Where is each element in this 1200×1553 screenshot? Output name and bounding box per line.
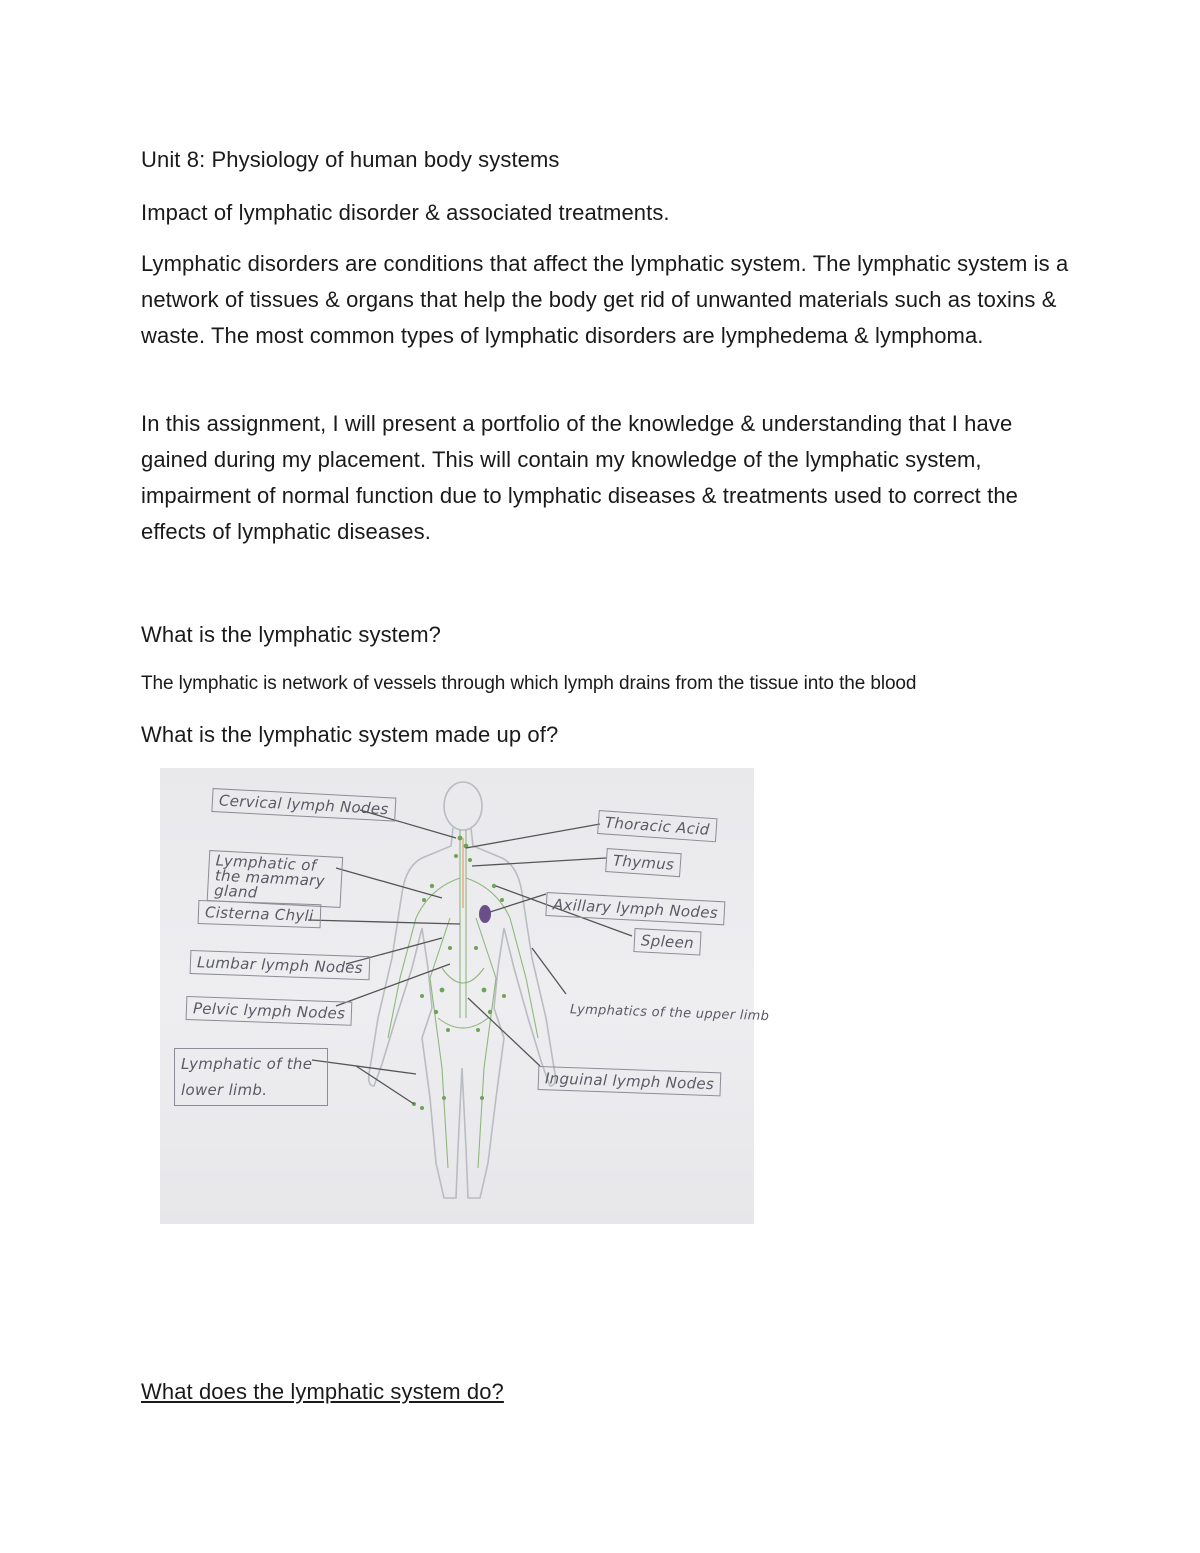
label-lymphatic-lower-limb: Lymphatic of the lower limb. <box>174 1048 328 1106</box>
impact-heading: Impact of lymphatic disorder & associated treatments. <box>141 200 670 225</box>
leader-thymus <box>472 858 606 866</box>
spleen-marker <box>479 905 491 923</box>
leader-axillary <box>490 894 546 912</box>
label-pelvic-lymph-nodes: Pelvic lymph Nodes <box>186 996 353 1026</box>
label-lymphatics-upper-limb: Lymphatics of the upper limb <box>569 1002 770 1025</box>
question-made-of: What is the lymphatic system made up of? <box>141 722 559 747</box>
leader-cisterna <box>308 920 460 924</box>
question-what-is: What is the lymphatic system? <box>141 622 441 647</box>
leader-thoracic <box>466 824 600 848</box>
leader-inguinal <box>468 998 540 1066</box>
label-thymus: Thymus <box>605 848 682 877</box>
label-thoracic-acid: Thoracic Acid <box>597 810 717 842</box>
answer-what-is: The lymphatic is network of vessels through which lymph drains from the tissue into the blood <box>141 673 917 694</box>
question-what-does: What does the lymphatic system do? <box>141 1379 504 1404</box>
lymphatic-system-diagram <box>160 768 770 1224</box>
assignment-paragraph: In this assignment, I will present a portfolio of the knowledge & understanding that I have gained during my placement. This will contain my knowledge of the lymphatic system, impairment of normal function due to lymphatic diseases & treatments used to correct the effects of lymphatic diseases. <box>141 411 1018 544</box>
label-lymphatic-mammary-gland: Lymphatic of the mammary gland <box>207 850 343 908</box>
intro-paragraph: Lymphatic disorders are conditions that affect the lymphatic system. The lymphatic system is a network of tissues & organs that help the body get rid of unwanted materials such as toxins & waste. The most common types of lymphatic disorders are lymphedema & lymphoma. <box>141 251 1069 348</box>
label-axillary-lymph-nodes: Axillary lymph Nodes <box>545 892 725 925</box>
unit-heading: Unit 8: Physiology of human body systems <box>141 147 560 172</box>
label-spleen: Spleen <box>633 928 701 955</box>
label-inguinal-lymph-nodes: Inguinal lymph Nodes <box>538 1066 722 1096</box>
label-cervical-lymph-nodes: Cervical lymph Nodes <box>211 788 396 822</box>
label-lumbar-lymph-nodes: Lumbar lymph Nodes <box>190 950 371 980</box>
leader-upper-limb <box>532 948 566 994</box>
label-cisterna-chyli: Cisterna Chyli <box>198 900 321 928</box>
leader-lower-limb-2 <box>356 1066 414 1104</box>
leader-mammary <box>336 868 442 898</box>
